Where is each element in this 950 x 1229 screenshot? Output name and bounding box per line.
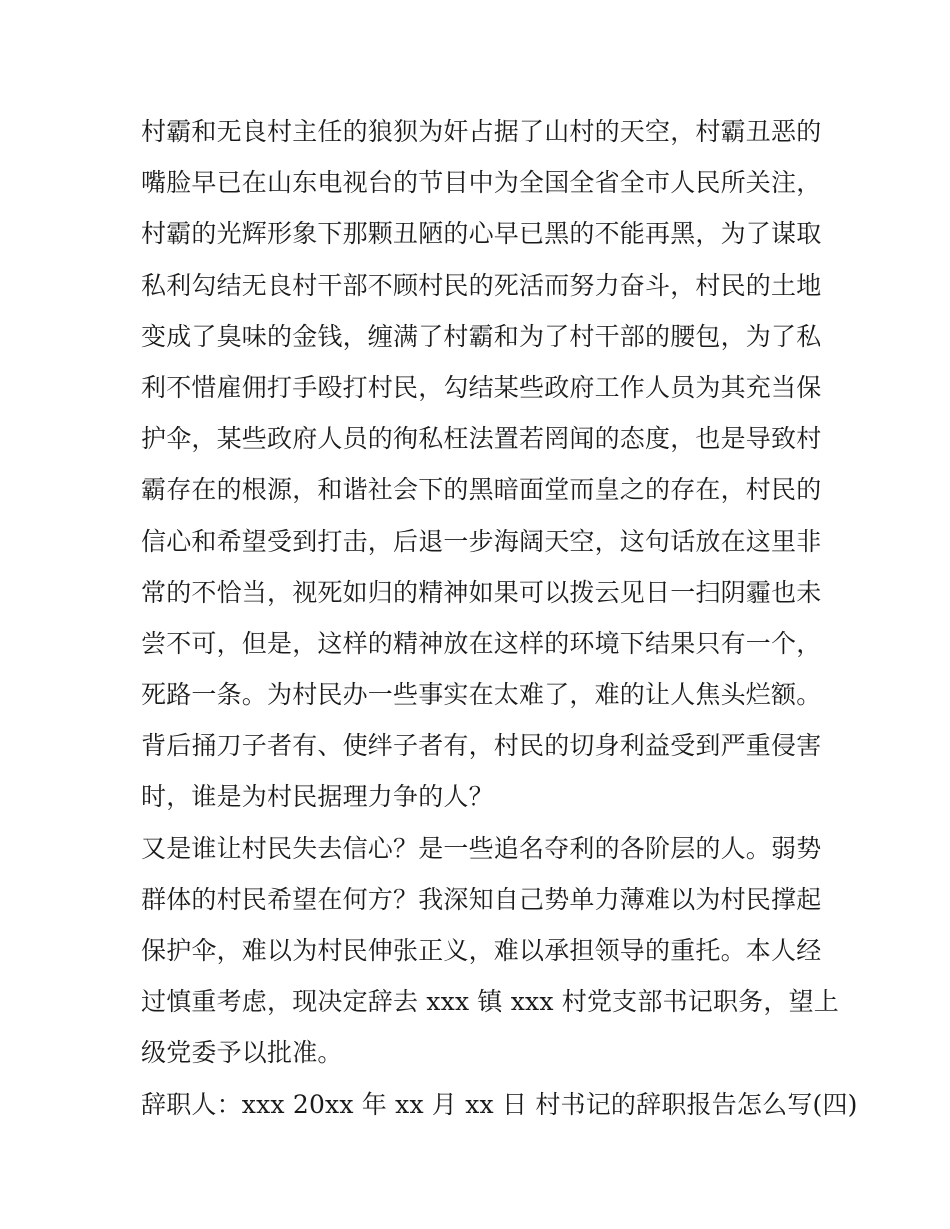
text-line: 常的不恰当，视死如归的精神如果可以拨云见日一扫阴霾也未	[141, 577, 822, 607]
text-line: 死路一条。为村民办一些事实在太难了，难的让人焦头烂额。	[141, 680, 822, 710]
text-line: 背后捅刀子者有、使绊子者有，村民的切身利益受到严重侵害	[141, 731, 822, 761]
text-line: 霸存在的根源，和谐社会下的黑暗面堂而皇之的存在，村民的	[141, 475, 822, 505]
text-line: 村霸和无良村主任的狼狈为奸占据了山村的天空，村霸丑恶的	[141, 117, 822, 146]
text-line: 私利勾结无良村干部不顾村民的死活而努力奋斗，村民的土地	[141, 270, 822, 300]
text-line: 群体的村民希望在何方？我深知自己势单力薄难以为村民撑起	[141, 884, 822, 914]
document-body	[141, 106, 858, 1130]
text-line: 又是谁让村民失去信心？是一些追名夺利的各阶层的人。弱势	[141, 833, 822, 863]
text-line: 信心和希望受到打击，后退一步海阔天空，这句话放在这里非	[141, 526, 822, 556]
text-line: 变成了臭味的金钱，缠满了村霸和为了村干部的腰包，为了私	[141, 321, 822, 351]
text-line: 时，谁是为村民据理力争的人？	[141, 782, 494, 812]
text-line: 级党委予以批准。	[141, 1038, 343, 1068]
text-line: 尝不可，但是，这样的精神放在这样的环境下结果只有一个，	[141, 628, 822, 658]
text-line: 护伞，某些政府人员的徇私枉法置若罔闻的态度，也是导致村	[141, 424, 822, 454]
text-line: 保护伞，难以为村民伸张正义，难以承担领导的重托。本人经	[141, 936, 822, 965]
text-line: 嘴脸早已在山东电视台的节目中为全国全省全市人民所关注，	[141, 168, 822, 198]
text-line: 村霸的光辉形象下那颗丑陋的心早已黑的不能再黑，为了谋取	[141, 219, 822, 249]
text-line: 利不惜雇佣打手殴打村民，勾结某些政府工作人员为其充当保	[141, 372, 822, 402]
text-line: 辞职人：xxx 20xx 年 xx 月 xx 日 村书记的辞职报告怎么写(四)	[141, 1089, 858, 1119]
text-line: 过慎重考虑，现决定辞去 xxx 镇 xxx 村党支部书记职务，望上	[141, 987, 839, 1017]
